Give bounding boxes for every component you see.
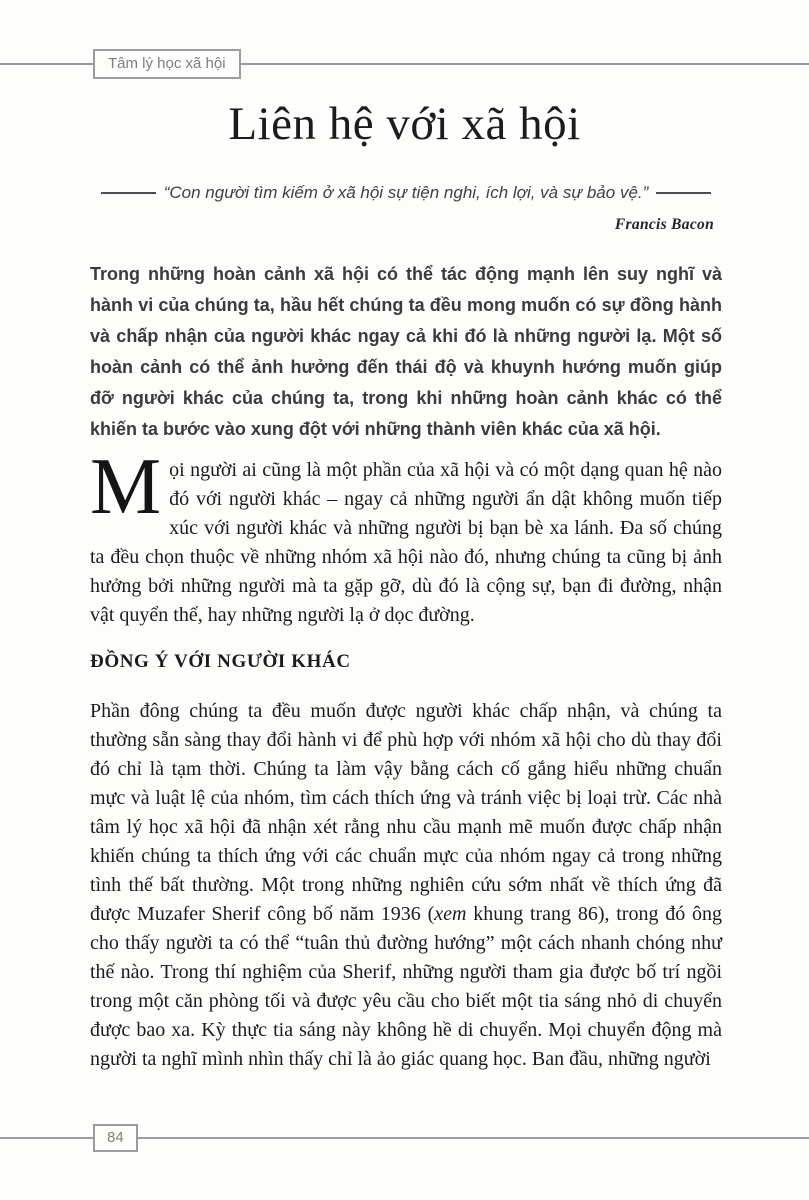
header-rule-left	[0, 63, 93, 65]
section-heading: ĐỒNG Ý VỚI NGƯỜI KHÁC	[90, 651, 351, 672]
body-paragraph	[90, 697, 722, 1074]
opening-paragraph-text: ọi người ai cũng là một phần của xã hội và có một dạng quan hệ nào đó với người khác – ngay cả những người ẩn dật không muốn tiếp xúc với người khác và những người bị bạn bè xa lánh. Đa số chúng ta đều chọn thuộc về những nhóm xã hội nào đó, nhưng chúng ta cũng bị ảnh hưởng bởi những người mà ta gặp gỡ, dù đó là cộng sự, bạn đi đường, nhận vật quyển thế, hay những người lạ ở dọc đường.	[90, 459, 722, 626]
running-header	[0, 49, 809, 79]
footer-rule-left	[0, 1137, 93, 1139]
header-rule-right	[241, 63, 809, 65]
running-footer	[0, 1124, 809, 1152]
epigraph-dash-left	[101, 192, 156, 194]
chapter-title: Liên hệ với xã hội	[228, 98, 581, 150]
drop-cap: M	[90, 443, 162, 531]
epigraph-attribution: Francis Bacon	[614, 216, 714, 233]
body-paragraph-text-2: khung trang 86), trong đó ông cho thấy người ta có thể “tuân thủ đường hướng” một cách nhanh chóng như thế nào. Trong thí nghiệm của Sherif, những người tham gia được bố trí ngồi trong một căn phòng tối và được yêu cầu cho biết một tia sáng nhỏ di chuyển được bao xa. Kỳ thực tia sáng này không hề di chuyển. Mọi chuyển động mà người ta nghĩ mình nhìn thấy chỉ là ảo giác quang học. Ban đầu, những người	[90, 903, 722, 1070]
footer-rule-right	[138, 1137, 809, 1139]
epigraph-dash-right	[656, 192, 711, 194]
intro-paragraph: Trong những hoàn cảnh xã hội có thể tác động mạnh lên suy nghĩ và hành vi của chúng ta, hầu hết chúng ta đều mong muốn có sự đồng hành và chấp nhận của người khác ngay cả khi đó là những người lạ. Một số hoàn cảnh có thể ảnh hưởng đến thái độ và khuynh hướng muốn giúp đỡ người khác của chúng ta, trong khi những hoàn cảnh khác có thể khiến ta bước vào xung đột với những thành viên khác của xã hội.	[90, 264, 722, 439]
body-paragraph-text-1: Phần đông chúng ta đều muốn được người khác chấp nhận, và chúng ta thường sẵn sàng thay đổi hành vi để phù hợp với nhóm xã hội cho dù thay đổi đó chỉ là tạm thời. Chúng ta làm vậy bằng cách cố gắng hiểu những chuẩn mực và luật lệ của nhóm, tìm cách thích ứng và tránh việc bị loại trừ. Các nhà tâm lý học xã hội đã nhận xét rằng nhu cầu mạnh mẽ muốn được chấp nhận khiến chúng ta thích ứng với các chuẩn mực của nhóm ngay cả trong những tình thế bất thường. Một trong những nghiên cứu sớm nhất về thích ứng đã được Muzafer Sherif công bố năm 1936 (	[90, 700, 722, 925]
opening-paragraph	[90, 443, 722, 630]
body-paragraph-italic-word: xem	[434, 903, 467, 925]
epigraph	[90, 183, 722, 203]
running-header-label: Tâm lý học xã hội	[93, 49, 241, 79]
epigraph-quote: “Con người tìm kiếm ở xã hội sự tiện nghi, ích lợi, và sự bảo vệ.”	[163, 183, 649, 202]
page-number: 84	[93, 1124, 138, 1152]
